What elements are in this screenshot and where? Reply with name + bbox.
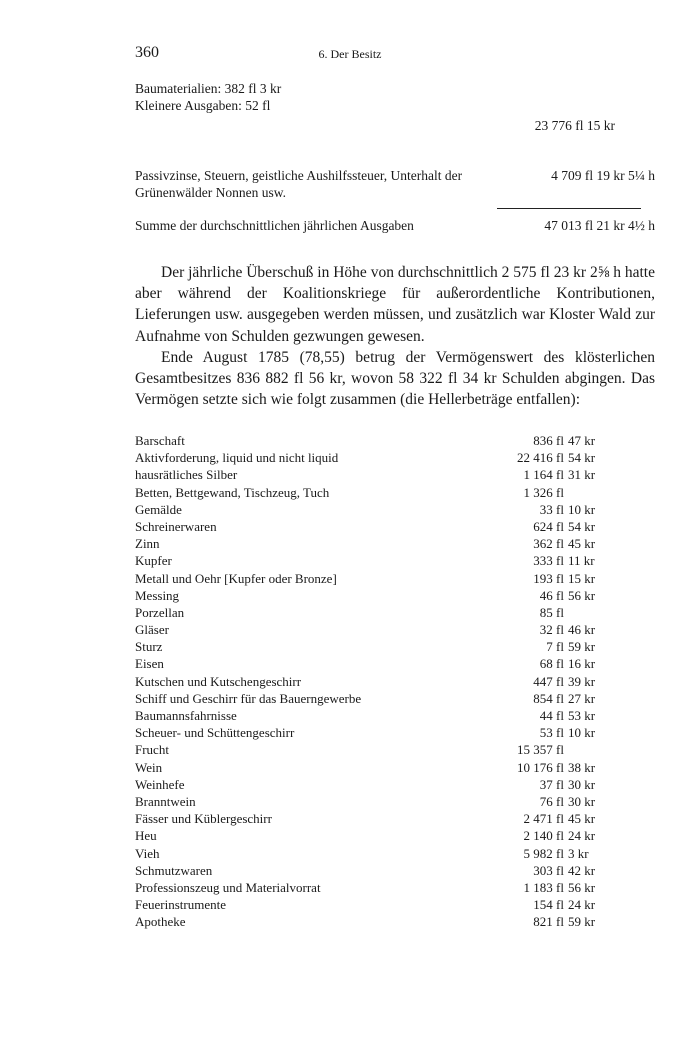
inventory-florin: 1 183 fl xyxy=(523,879,564,895)
inventory-florin: 53 fl xyxy=(539,725,564,741)
inventory-row xyxy=(135,655,620,672)
inventory-florin: 85 fl xyxy=(539,604,564,620)
inventory-row xyxy=(135,673,620,690)
inventory-label: Scheuer- und Schüttengeschirr xyxy=(135,725,295,741)
inventory-label: Vieh xyxy=(135,845,160,861)
inventory-row xyxy=(135,845,620,862)
inventory-kreuzer: 56 kr xyxy=(568,879,596,895)
inventory-florin: 333 fl xyxy=(533,553,564,569)
inventory-row xyxy=(135,724,620,741)
inventory-row xyxy=(135,810,620,827)
body-text xyxy=(135,262,655,410)
cost-lines xyxy=(135,80,281,114)
inventory-label: Zinn xyxy=(135,536,160,552)
inventory-row xyxy=(135,896,620,913)
inventory-florin: 193 fl xyxy=(533,570,564,586)
inventory-kreuzer: 30 kr xyxy=(568,776,596,792)
inventory-kreuzer: 27 kr xyxy=(568,690,596,706)
cost-line: Baumaterialien: 382 fl 3 kr xyxy=(135,81,282,96)
inventory-label: Baumannsfahrnisse xyxy=(135,708,237,723)
inventory-row xyxy=(135,827,620,844)
inventory-label: Professionszeug und Materialvorrat xyxy=(135,879,321,895)
inventory-kreuzer: 47 kr xyxy=(568,433,596,448)
inventory-kreuzer: 59 kr xyxy=(568,639,596,655)
inventory-table xyxy=(135,432,620,930)
inventory-kreuzer: 45 kr xyxy=(568,536,596,552)
expense-label: Passivzinse, Steuern, geistliche Aushilfssteuer, Unterhalt der Grünenwälder Nonnen usw. xyxy=(135,168,463,200)
inventory-row xyxy=(135,690,620,707)
inventory-florin: 76 fl xyxy=(539,793,564,809)
inventory-row xyxy=(135,518,620,535)
inventory-florin: 7 fl xyxy=(546,639,564,655)
inventory-label: Branntwein xyxy=(135,793,196,809)
inventory-label: Wein xyxy=(135,759,163,775)
inventory-label: hausrätliches Silber xyxy=(135,467,238,483)
inventory-florin: 5 982 fl xyxy=(523,845,564,861)
inventory-row xyxy=(135,466,620,483)
inventory-kreuzer: 10 kr xyxy=(568,501,596,517)
inventory-florin: 624 fl xyxy=(533,518,564,534)
expense-total-row xyxy=(135,217,655,234)
inventory-row xyxy=(135,879,620,896)
inventory-florin: 2 140 fl xyxy=(523,828,564,844)
inventory-florin: 447 fl xyxy=(533,673,564,689)
inventory-kreuzer: 24 kr xyxy=(568,897,596,913)
expense-row xyxy=(135,167,655,201)
inventory-row xyxy=(135,759,620,776)
inventory-row xyxy=(135,793,620,810)
cost-line: Kleinere Ausgaben: 52 fl xyxy=(135,98,271,113)
inventory-kreuzer: 30 kr xyxy=(568,793,596,809)
inventory-kreuzer: 11 kr xyxy=(568,553,595,569)
inventory-row xyxy=(135,707,620,724)
inventory-row xyxy=(135,587,620,604)
expense-amount: 4 709 fl 19 kr 5¼ h xyxy=(551,168,655,183)
inventory-florin: 33 fl xyxy=(539,501,564,517)
inventory-row xyxy=(135,604,620,621)
paragraph: Ende August 1785 (78,55) betrug der Vermögenswert des klösterlichen Gesamtbesitzes 836 882 fl 56 kr, wovon 58 322 fl 34 kr Schulden abgingen. Das Vermögen setzte sich wie folgt zusammen (die Hellerbeträge entfallen): xyxy=(135,348,655,409)
inventory-row xyxy=(135,638,620,655)
inventory-kreuzer: 24 kr xyxy=(568,828,596,844)
inventory-kreuzer: 31 kr xyxy=(568,467,596,483)
inventory-row xyxy=(135,913,620,930)
inventory-kreuzer: 54 kr xyxy=(568,450,596,466)
inventory-kreuzer: 53 kr xyxy=(568,708,596,723)
inventory-florin: 1 326 fl xyxy=(523,484,564,500)
inventory-kreuzer: 16 kr xyxy=(568,656,596,672)
inventory-label: Metall und Oehr [Kupfer oder Bronze] xyxy=(135,570,337,586)
inventory-label: Weinhefe xyxy=(135,776,185,792)
inventory-florin: 68 fl xyxy=(539,656,564,672)
inventory-label: Schreinerwaren xyxy=(135,518,217,534)
inventory-kreuzer: 42 kr xyxy=(568,862,596,878)
inventory-label: Aktivforderung, liquid und nicht liquid xyxy=(135,450,339,466)
inventory-kreuzer: 46 kr xyxy=(568,622,596,638)
expense-amount: 47 013 fl 21 kr 4½ h xyxy=(544,218,655,233)
inventory-label: Schmutzwaren xyxy=(135,862,213,878)
inventory-row xyxy=(135,621,620,638)
inventory-florin: 154 fl xyxy=(533,897,564,913)
inventory-florin: 303 fl xyxy=(533,862,564,878)
inventory-label: Messing xyxy=(135,587,180,603)
inventory-florin: 22 416 fl xyxy=(517,450,564,466)
inventory-row xyxy=(135,501,620,518)
inventory-label: Gemälde xyxy=(135,501,182,517)
inventory-label: Kupfer xyxy=(135,553,172,569)
inventory-florin: 1 164 fl xyxy=(523,467,564,483)
inventory-kreuzer: 10 kr xyxy=(568,725,596,741)
expense-label: Summe der durchschnittlichen jährlichen Ausgaben xyxy=(135,218,414,233)
inventory-row xyxy=(135,776,620,793)
inventory-florin: 44 fl xyxy=(539,708,564,723)
inventory-label: Sturz xyxy=(135,639,163,655)
inventory-row xyxy=(135,432,620,449)
inventory-florin: 32 fl xyxy=(539,622,564,638)
inventory-row xyxy=(135,570,620,587)
inventory-label: Barschaft xyxy=(135,433,185,448)
inventory-kreuzer: 45 kr xyxy=(568,811,596,827)
inventory-label: Fässer und Küblergeschirr xyxy=(135,811,272,827)
inventory-kreuzer: 56 kr xyxy=(568,587,596,603)
inventory-florin: 10 176 fl xyxy=(517,759,564,775)
inventory-kreuzer: 59 kr xyxy=(568,914,596,930)
inventory-label: Feuerinstrumente xyxy=(135,897,226,913)
inventory-florin: 836 fl xyxy=(533,433,564,448)
inventory-row xyxy=(135,449,620,466)
inventory-label: Apotheke xyxy=(135,914,186,930)
inventory-kreuzer: 39 kr xyxy=(568,673,596,689)
inventory-row xyxy=(135,484,620,501)
inventory-label: Gläser xyxy=(135,622,169,638)
inventory-label: Betten, Bettgewand, Tischzeug, Tuch xyxy=(135,484,330,500)
inventory-florin: 854 fl xyxy=(533,690,564,706)
inventory-row xyxy=(135,535,620,552)
inventory-label: Eisen xyxy=(135,656,164,672)
inventory-label: Heu xyxy=(135,828,157,844)
page-number: 360 xyxy=(135,44,159,61)
running-head: 6. Der Besitz xyxy=(318,47,382,61)
inventory-row xyxy=(135,862,620,879)
inventory-kreuzer: 54 kr xyxy=(568,518,596,534)
inventory-kreuzer: 38 kr xyxy=(568,759,596,775)
paragraph: Der jährliche Überschuß in Höhe von durchschnittlich 2 575 fl 23 kr 2⅝ h hatte aber während der Koalitionskriege für außerordentliche Kontributionen, Lieferungen usw. ausgegeben werden müssen, und zusätzlich war Kloster Wald zur Aufnahme von Schulden gezwungen gewesen. xyxy=(135,264,655,345)
subtotal-amount: 23 776 fl 15 kr xyxy=(534,118,615,133)
inventory-label: Schiff und Geschirr für das Bauerngewerbe xyxy=(135,690,362,706)
inventory-florin: 2 471 fl xyxy=(523,811,564,827)
inventory-row xyxy=(135,741,620,758)
inventory-kreuzer: 15 kr xyxy=(568,570,596,586)
inventory-kreuzer: 3 kr xyxy=(568,845,589,861)
inventory-florin: 37 fl xyxy=(539,776,564,792)
inventory-label: Porzellan xyxy=(135,604,185,620)
sum-rule xyxy=(497,208,641,209)
inventory-label: Frucht xyxy=(135,742,169,758)
inventory-row xyxy=(135,552,620,569)
inventory-florin: 15 357 fl xyxy=(517,742,564,758)
inventory-florin: 46 fl xyxy=(539,587,564,603)
inventory-label: Kutschen und Kutschengeschirr xyxy=(135,673,302,689)
inventory-florin: 362 fl xyxy=(533,536,564,552)
inventory-florin: 821 fl xyxy=(533,914,564,930)
